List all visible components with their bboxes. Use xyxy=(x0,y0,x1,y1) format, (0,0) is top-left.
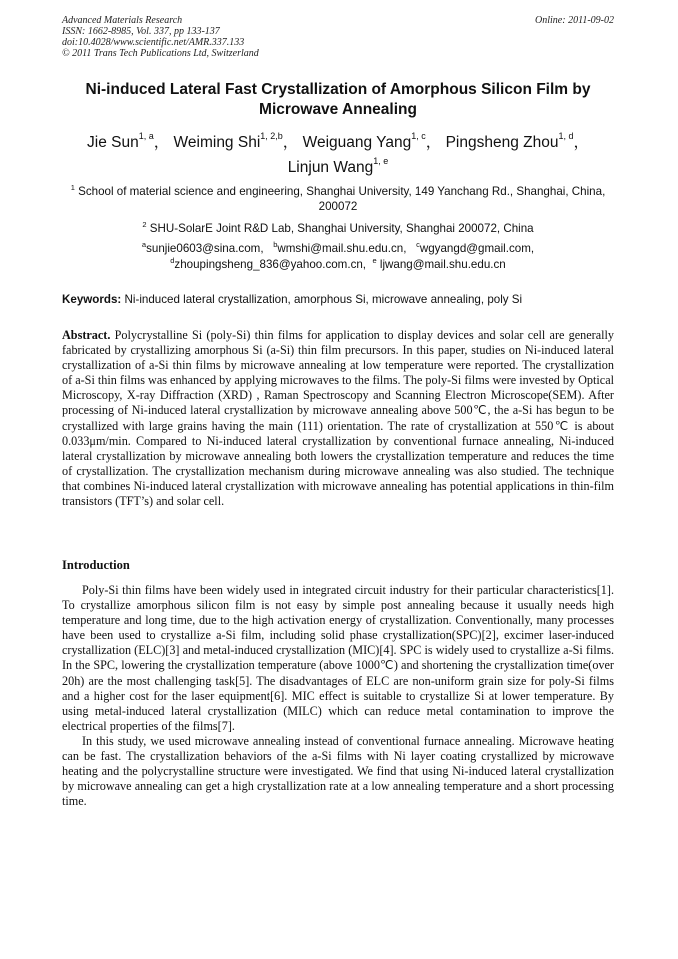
introduction-heading: Introduction xyxy=(62,558,130,572)
affiliation-mark: 1 xyxy=(70,183,75,192)
author-affil-mark: 1, d xyxy=(558,131,574,141)
email-list xyxy=(62,241,614,273)
author-affil-mark: 1, 2,b xyxy=(260,131,283,141)
email-mark: d xyxy=(170,256,175,265)
author-name: Pingsheng Zhou xyxy=(445,134,559,151)
email-mark: c xyxy=(416,240,420,249)
keywords-label: Keywords: xyxy=(62,293,122,306)
author-separator: ， xyxy=(282,134,299,151)
email-address[interactable]: sunjie0603@sina.com, xyxy=(146,242,264,255)
affiliation-mark: 2 xyxy=(142,220,147,229)
author-name: Weiming Shi xyxy=(173,134,261,151)
email-mark: b xyxy=(273,240,278,249)
author-3 xyxy=(302,131,426,151)
journal-header xyxy=(62,15,382,59)
doi-line: doi:10.4028/www.scientific.net/AMR.337.133 xyxy=(62,37,245,48)
affiliation-text: School of material science and engineering, Shanghai University, 149 Yanchang Rd., Shanghai, China, 200072 xyxy=(78,185,606,213)
author-name: Jie Sun xyxy=(87,134,139,151)
author-affil-mark: 1, c xyxy=(411,131,426,141)
email-address[interactable]: wmshi@mail.shu.edu.cn, xyxy=(277,242,407,255)
author-separator: ， xyxy=(573,134,589,151)
author-affil-mark: 1, a xyxy=(138,131,154,141)
author-1 xyxy=(87,131,154,151)
email-mark: a xyxy=(141,240,147,249)
abstract-label: Abstract. xyxy=(62,328,111,342)
copyright-line: © 2011 Trans Tech Publications Ltd, Switzerland xyxy=(62,48,259,59)
author-separator: ， xyxy=(153,134,170,151)
author-affil-mark: 1, e xyxy=(373,156,389,166)
abstract-text: Polycrystalline Si (poly-Si) thin films for application to display devices and solar cell are generally fabricated by crystallizing amorphous Si (a-Si) thin film precursors. In this paper, studies on Ni-induced lateral crystallization of a-Si thin films by microwave annealing at low temperature were reported. The crystallization of a-Si thin films was enhanced by applying microwaves to the films. The poly-Si films were invested by Optical Microscopy, X-ray Diffraction (XRD) , Raman Spectroscopy and Scanning Electron Microscope(SEM). After processing of Ni-induced lateral crystallization by microwave annealing above 500℃, the a-Si has begun to be crystallized with large grains having the main (111) orientation. The rate of crystallization at 550℃ is about 0.033μm/min. Compared to Ni-induced lateral crystallization by conventional furnace annealing, Ni-induced lateral crystallization by microwave annealing both lowers the crystallization temperature and reduces the time of crystallization. The crystallization mechanism during microwave annealing was also studied. The technique that combines Ni-induced lateral crystallization with microwave annealing has potential applications in thin-film transistors (TFT’s) and solar cell. xyxy=(62,328,615,509)
author-name: Linjun Wang xyxy=(287,159,374,176)
author-2 xyxy=(173,131,283,151)
author-4 xyxy=(445,131,574,151)
affiliation-1 xyxy=(62,184,614,214)
keywords-text: Ni-induced lateral crystallization, amorphous Si, microwave annealing, poly Si xyxy=(124,293,523,306)
author-separator: ， xyxy=(425,134,442,151)
email-address[interactable]: ljwang@mail.shu.edu.cn xyxy=(379,258,506,271)
introduction-paragraph: Poly-Si thin films have been widely used in integrated circuit industry for their particular characteristics[1]. To crystallize amorphous silicon film is not easy by simple post annealing because it usually needs high temperature and long time, due to the high activation energy of crystallization. Conventionally, many processes have been used to crystallize a-Si film, including solid phase crystallization(SPC)[2], excimer laser-induced crystallization (ELC)[3] and metal-induced crystallization (MIC)[4]. SPC is widely used to crystallize a-Si films. In the SPC, lowering the crystallization temperature (above 1000℃) and shortening the crystallization time(over 20h) are the most challenging task[5]. The disadvantages of ELC are non-uniform grain size for poly-Si films and a higher cost for the laser equipment[6]. MIC effect is suitable to crystallize Si at lower temperature. By using metal-induced lateral crystallization (MILC) which can reduce metal contamination to improve the electrical properties of the films[7]. xyxy=(62,583,614,733)
affiliation-2 xyxy=(62,221,614,236)
email-address[interactable]: wgyangd@gmail.com, xyxy=(419,242,535,255)
author-name: Weiguang Yang xyxy=(302,134,412,151)
paper-title: Ni-induced Lateral Fast Crystallization of Amorphous Silicon Film by Microwave Annealing xyxy=(85,81,591,118)
author-5 xyxy=(287,156,389,176)
keywords xyxy=(62,292,614,307)
online-date: Online: 2011-09-02 xyxy=(535,15,614,26)
journal-name: Advanced Materials Research xyxy=(62,15,183,26)
introduction-body xyxy=(62,583,614,809)
issn-line: ISSN: 1662-8985, Vol. 337, pp 133-137 xyxy=(62,26,220,37)
introduction-paragraph: In this study, we used microwave annealing instead of conventional furnace annealing. Microwave heating can be fast. The crystallization behaviors of the a-Si films with Ni layer coating crystallized by microwave heating and the polycrystalline structure were investigated. We find that using Ni-induced lateral crystallization by microwave annealing can get a high crystallization rate at a low annealing temperature and a short processing time. xyxy=(62,733,614,809)
email-mark: e xyxy=(372,256,377,265)
author-list xyxy=(62,130,614,180)
abstract xyxy=(62,328,614,509)
email-address[interactable]: zhoupingsheng_836@yahoo.com.cn, xyxy=(174,258,367,271)
affiliation-text: SHU-SolarE Joint R&D Lab, Shanghai University, Shanghai 200072, China xyxy=(149,222,534,235)
